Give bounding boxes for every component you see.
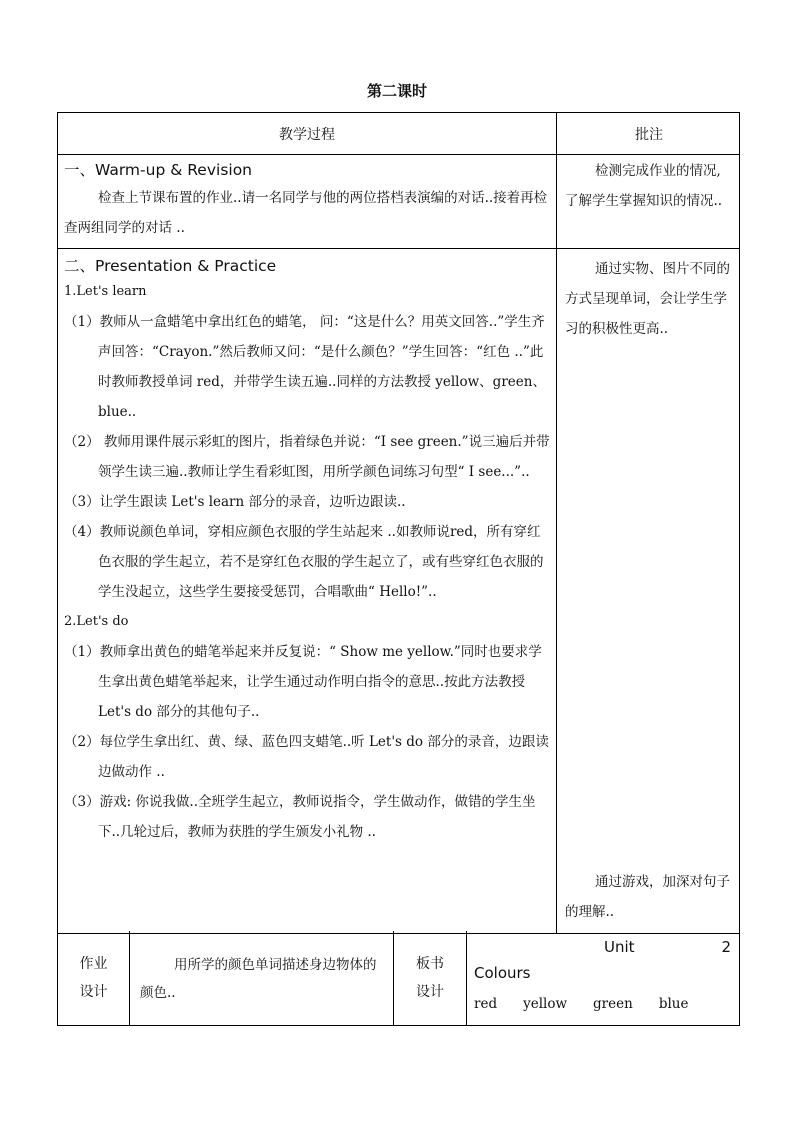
board-words: [474, 991, 731, 1017]
homework-label: [58, 931, 130, 1025]
board-label-line2: 设计: [416, 984, 444, 1000]
learn-item-2: （2） 教师用课件展示彩虹的图片，指着绿色并说：“I see green.”说三遍后并带领学生读三遍..教师让学生看彩虹图，用所学颜色词练习句型“ I see...”..: [64, 434, 550, 480]
warmup-text: 检查上节课布置的作业..请一名同学与他的两位搭档表演编的对话..接着再检查两组同学的对话 ..: [64, 190, 548, 236]
board-label: [394, 931, 467, 1025]
do-item-3: （3）游戏: 你说我做..全班学生起立，教师说指令，学生做动作，做错的学生坐下..几轮过后，教师为获胜的学生颁发小礼物 ..: [64, 794, 536, 840]
presentation-note-bottom: 通过游戏，加深对句子的理解..: [565, 874, 730, 920]
learn-item-1: （1）教师从一盒蜡笔中拿出红色的蜡笔， 问：“这是什么？用英文回答..”学生齐声回答：“Crayon.”然后教师又问：“是什么颜色？”学生回答：“红色 ..”此时教师教授单词 red，并带学生读五遍..同样的方法教授 yellow、green、blue..: [64, 314, 546, 420]
homework-label-line1: 作业: [79, 956, 108, 972]
board-design: [467, 931, 739, 1025]
lets-learn-title: 1.Let's learn: [64, 284, 147, 299]
presentation-content: [58, 249, 557, 933]
board-unit-line: [474, 935, 731, 959]
warmup-row: [58, 155, 739, 249]
homework-label-line2: 设计: [79, 984, 108, 1000]
board-label-line1: 板书: [416, 956, 444, 972]
page-title: 第二课时: [366, 82, 427, 100]
board-unit-number: 2: [721, 938, 731, 956]
homework-text: 用所学的颜色单词描述身边物体的颜色..: [140, 957, 377, 1001]
presentation-notes: [557, 249, 739, 933]
warmup-note: 检测完成作业的情况,了解学生掌握知识的情况..: [565, 163, 723, 209]
table-header-row: [58, 113, 739, 155]
board-word: green: [593, 996, 633, 1012]
warmup-content: [58, 155, 557, 248]
presentation-title: 二、Presentation & Practice: [64, 257, 277, 275]
lets-do-title: 2.Let's do: [64, 614, 129, 629]
presentation-note-top: 通过实物、图片不同的方式呈现单词，会让学生学习的积极性更高..: [565, 261, 730, 337]
warmup-note-cell: [557, 155, 739, 248]
board-title: Colours: [474, 964, 531, 982]
learn-item-3: （3）让学生跟读 Let's learn 部分的录音，边听边跟读..: [64, 494, 406, 510]
do-item-2: （2）每位学生拿出红、黄、绿、蓝色四支蜡笔..听 Let's do 部分的录音，边跟读边做动作 ..: [64, 734, 549, 780]
lesson-table: [57, 112, 740, 934]
board-word: red: [474, 996, 498, 1012]
warmup-title: 一、Warm-up & Revision: [64, 161, 253, 179]
footer-table: [57, 931, 740, 1026]
header-notes: 批注: [635, 126, 663, 143]
board-word: yellow: [523, 996, 568, 1012]
do-item-1: （1）教师拿出黄色的蜡笔举起来并反复说：“ Show me yellow.”同时也要求学生拿出黄色蜡笔举起来，让学生通过动作明白指令的意思..按此方法教授 Let's do 部分的其他句子..: [64, 644, 542, 720]
header-process: 教学过程: [58, 113, 557, 154]
homework-text-cell: [130, 931, 394, 1025]
presentation-row: [58, 249, 739, 933]
board-unit: Unit: [604, 938, 635, 956]
learn-item-4: （4）教师说颜色单词，穿相应颜色衣服的学生站起来 ..如教师说red，所有穿红色衣服的学生起立，若不是穿红色衣服的学生起立了，或有些穿红色衣服的学生没起立，这些学生要接受惩罚，合唱歌曲“ Hello!”..: [64, 524, 544, 600]
board-word: blue: [658, 996, 689, 1012]
